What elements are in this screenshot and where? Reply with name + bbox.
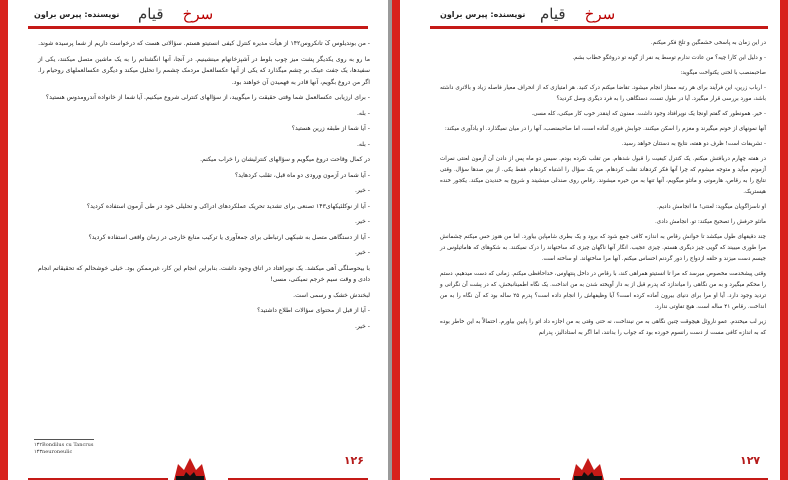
- paragraph: زیر لب میخندم. عمو ناروئل هیچوقت چنین نگاهی به من نینداخت، نه حتی وقتی به من اجازه داد اتو را پایین بیاورم. احتمالاً به این خاطر بوده که به اندازه کافی مست از دست رانسوم خورده بود که جواب را بدانند، اما اگر به استادالیز، پدرانم: [440, 319, 766, 336]
- paragraph: - آیا شما در آزمون ورودی دو ماه قبل، تقلب کردهاید؟: [234, 171, 370, 179]
- header-rule: [28, 26, 368, 29]
- book-title-red: سرخ: [182, 5, 214, 23]
- book-title: [540, 5, 615, 23]
- book-title: [138, 5, 213, 23]
- paragraph: صاحبمنصب با لحنی یکنواخت میگوید:: [680, 70, 766, 76]
- paragraph: - خیر.: [354, 218, 370, 225]
- book-title-dark: قیام: [138, 5, 164, 23]
- paragraph: آنها نمونهای از خونم میگیرند و مغزم را اسکن میکنند. جوابش فوری آماده است، اما صاحبمنصب، آنها را در میان نمیگذارد. او یادآوری میکند:: [444, 126, 766, 132]
- right-page-outer-red-edge: [780, 0, 788, 480]
- publisher-logo-icon: [170, 454, 210, 480]
- book-title-red: سرخ: [584, 5, 616, 23]
- paragraph: چند دقیقهای طول میکشد تا خوانش رقاص به اندازه کافی جمع شود که برود و یک بطری شامپاین بیاورد. اما من هنوز حس میکنم چشمانش مرا طوری میبیند که گویی چیز دیگری هستم. چیزی عجیب. انگار آنها ناگهان چیزی که ساختهاند را درک نمیکنند. به شکوهای که هاماتیلوس در جیسم دست میزند و حلقه ازدواج را دور گردنم احساس میکنم. آنها مرا ساختهاند. او ساخته است.: [440, 234, 766, 262]
- paragraph: - خیر. همونطور که گفتم اونجا یک نوپرافتاد وجود داشت. ممنون که اینقدر خوب کار میکنی، کله مسی.: [531, 111, 766, 117]
- paragraph: - خیر.: [354, 249, 370, 256]
- paragraph: لبخندش خشک و رسمی است.: [293, 291, 370, 299]
- right-page-red-edge: [392, 0, 400, 480]
- page-header: [400, 4, 780, 28]
- publisher-logo-icon: [568, 454, 608, 480]
- paragraph: - خیر.: [354, 187, 370, 194]
- page-body-text: [440, 38, 766, 343]
- paragraph: - برای ارزیابی عکسالعمل شما وقتی حقیقت را میگویید، از سؤالهای کنترلی شروع میکنیم. آیا شما از خانواده آندرومدوس هستید؟: [45, 94, 370, 101]
- author-label: نویسنده: پیرس براون: [440, 10, 526, 19]
- header-rule: [430, 26, 768, 29]
- left-page-red-edge: [0, 0, 8, 480]
- paragraph: با بیحوصلگی آهی میکشد. یک نوپرافتاد در اتاق وجود داشت. بنابراین انجام این کار، غیرممکن بود. خیلی خوشحالم که تحقیقاتم انجام دادی و وقت سیم خرجم نمیکنی، مسی!: [38, 264, 370, 283]
- footnotes: [34, 439, 94, 456]
- paragraph: - آیا شما از طبقه زرین هستید؟: [291, 125, 370, 132]
- paragraph: او ناسزاگویان میگوید: لعنتی! ما انجامش دادیم.: [656, 204, 766, 210]
- paragraph: ماتئو حرفش را تصحیح میکند: تو. انجامش دادی.: [655, 219, 766, 225]
- page-127: [400, 0, 780, 480]
- page-body-text: [38, 38, 370, 336]
- paragraph: - بله.: [356, 140, 370, 148]
- paragraph: - خیر.: [354, 322, 370, 330]
- paragraph: - من بوندیلوس کَ تانکروس۱۴۲ از هیأت مدیره کنترل کیفی انستیتو هستم. سؤالاتی هست که درخواست داریم از شما پرسیده شوند.: [38, 40, 370, 47]
- page-header: [8, 4, 388, 28]
- paragraph: در این زمان به پاسخی خشمگین و تلخ فکر میکنم.: [650, 40, 766, 46]
- paragraph: در کمال وقاحت دروغ میگویم و سؤالهای کنترلیشان را خراب میکنم.: [200, 156, 370, 163]
- footnote-142: ۱۴۲Bondilus cu Tancrus: [34, 442, 94, 448]
- paragraph: ما رو به روی یکدیگر پشت میز چوب بلوط در آشپزخانهام مینشینیم. در آنجا، آنها انگشتانم را به یک ماشین متصل میکنند، یکی از سفیدها، یک جفت عینک بر چشم میگذارد که یکی از آنها عکسالعمل مردمک چشمم را تحلیل میکند و دیگری عکسالعملهای روحیام را. اگر من دروغ بگویم، آنها قادر به فهمیدن آن خواهند بود.: [38, 55, 370, 86]
- footnote-143: ۱۴۳neuroneulic: [34, 449, 73, 455]
- paragraph: - تشریفات است! ظرف دو هفته، نتایج به دستتان خواهد رسید.: [621, 141, 766, 147]
- paragraph: - آیا از نوکلئیکهای۱۴۳ تصنعی برای تشدید تحریک عملکردهای ادراکی و تحلیلی خود در طی آزمون استفاده کردید؟: [86, 202, 370, 210]
- book-title-dark: قیام: [540, 5, 566, 23]
- paragraph: در هفته چهارم دریافتش میکنم. یک کنترل کیفیت را قبول شدهام. من تقلب نکرده بودم. سیس دو ماه پس از دادن آن آزمون لعنتی نمرات آزمونم میآید و متوجه میشوم که چرا آنها فکر کردهاند تقلب کردهام. من یک سؤال را اشتباه کردهام. فقط یکی. از بین صدها سؤال. وقتی نتایج را به رقاص، هارمونی و ماتئو میگویم، آنها تنها به من خیره میشوند. رقاص روی صندلی مینشیند و شروع به خندیدن میکند. یکجور خنده هیستریک.: [440, 156, 766, 195]
- page-number: ۱۲۶: [343, 454, 364, 467]
- paragraph: - آیا از دستگاهی متصل به شبکهی ارتباطی برای جمعآوری یا ترکیب منابع خارجی در زمان واقعی استفاده کردید؟: [88, 233, 370, 241]
- paragraph: - بله.: [356, 109, 370, 117]
- paragraph: - ارباب زرین، این فرآیند برای هر رتبه ممتاز انجام میشود. تقاضا میکنم درک کنید. هر امتیازی که از انحراف معیار فاصله زیاد و بالاتری داشته باشد، مورد بررسی قرار میگیرد. آیا در طول تست، دستگاهی را به فرد دیگری وصل کردید؟: [440, 85, 766, 102]
- paragraph: - آیا از قبل از محتوای سؤالات اطلاع داشتید؟: [257, 307, 370, 314]
- paragraph: - و دلیل این کارا چیه؟ من عادت ندارم توسط یه نفر از گونه تو دروغگو خطاب بشم.: [572, 55, 766, 61]
- page-number: ۱۲۷: [740, 454, 761, 467]
- page-126: [8, 0, 388, 480]
- paragraph: وقتی پیشخدمت مخصوص میرسد که مرا تا انستیتو همراهی کند، با رقاص در داخل پنتهاوس، خداحافظی میکنم. زمانی که دست میدهیم، دستم را محکم میگیرد و به من نگاهی را میاندازد که پدرم قبل از به دار آویخته شدن به من انداخت. یک نگاه اطمینانبخش، که در پشت آن نگرانی و تردید وجود دارد. آیا او مرا برای دنیای بیرون آماده کرده است؟ آیا وظیفهاش را انجام داده است؟ پدرم ۲۵ ساله بود که آن نگاه را به من انداخت. رقاص ۴۱ ساله است. هیچ تفاوتی ندارد.: [440, 271, 766, 310]
- author-label: نویسنده: پیرس براون: [34, 10, 120, 19]
